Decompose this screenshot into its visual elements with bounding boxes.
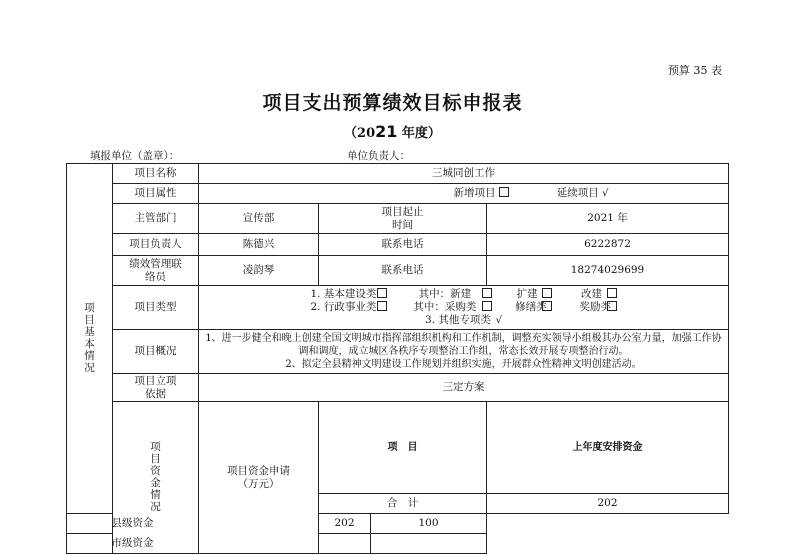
year-suffix: 年度） [397,126,441,141]
basis-value: 三定方案 [199,374,729,402]
declaration-table [66,163,729,554]
table-row [67,286,729,330]
project-type-options [199,286,729,330]
form-number: 预算 35 表 [668,64,722,77]
table-row [67,374,729,402]
project-name-value: 三城同创工作 [199,164,729,184]
liaison-name: 凌韵琴 [199,256,319,286]
fund-row-last: 202 [319,514,371,534]
fund-header-item: 项 目 [319,402,487,494]
type-rebuild: 改建 [581,288,603,300]
type-infrastructure: 1. 基本建设类 [310,288,377,300]
table-row [67,234,729,256]
type-new-build: 其中：新建 [418,288,472,300]
table-row [67,256,729,286]
table-row [67,184,729,204]
project-attr-label: 项目属性 [113,184,199,204]
fund-request-label: 项目资金申请（万元） [199,402,319,554]
type-other-special: 3. 其他专项类 [424,314,491,326]
table-row [67,534,729,554]
fund-row-name: 市级资金 [67,534,199,554]
leader-name: 陈德兴 [199,234,319,256]
project-period-label: 项目起止时间 [319,204,487,234]
checkbox-expansion[interactable] [542,288,552,298]
leader-phone: 6222872 [487,234,729,256]
dept-value: 宣传部 [199,204,319,234]
section-fund-info: 项目资金情况 [113,402,199,554]
checkbox-new-build[interactable] [482,288,492,298]
report-year [0,122,785,141]
leader-phone-label: 联系电话 [319,234,487,256]
fund-header-last-year: 上年度安排资金 [487,402,729,494]
type-administrative: 2. 行政事业类 [310,301,377,313]
fund-row-last [319,534,371,554]
continuing-project-tick[interactable]: √ [602,188,609,199]
basis-label: 项目立项依据 [113,374,199,402]
fund-row-name: 合 计 [319,494,487,514]
liaison-label: 绩效管理联络员 [113,256,199,286]
tick-other-special[interactable]: √ [495,315,503,326]
overview-paragraph-1: 1、进一步健全和晚上创建全国文明城市指挥部组织机构和工作机制，调整充实领导小组极其办公室力量，加强工作协调和调度，成立城区各秩序专项整治工作组，常态长效开展专项整治行动。 [205,333,722,357]
table-row [67,402,729,494]
checkbox-infrastructure[interactable] [377,288,387,298]
unit-head-label: 单位负责人： [347,150,410,162]
continuing-project-option: 延续项目 [556,187,599,199]
project-attr-options [199,184,729,204]
fund-row-this: 100 [371,514,487,534]
type-repair: 修缮类 [515,301,547,313]
liaison-phone: 18274029699 [487,256,729,286]
new-project-option: 新增项目 [453,187,496,199]
fund-row-last: 202 [487,494,729,514]
type-reward: 奖励类 [579,301,612,313]
checkbox-administrative[interactable] [377,301,387,311]
year-digits: 21 [375,122,398,141]
overview-label: 项目概况 [113,330,199,374]
project-type-label: 项目类型 [113,286,199,330]
checkbox-reward[interactable] [607,301,617,311]
liaison-phone-label: 联系电话 [319,256,487,286]
type-expansion: 扩建 [516,288,538,300]
fund-row-name: 县级资金 [67,514,199,534]
project-period-value: 2021 年 [487,204,729,234]
table-row [67,164,729,184]
table-row [67,330,729,374]
reporting-unit-label: 填报单位（盖章）： [90,150,180,162]
project-name-label: 项目名称 [113,164,199,184]
checkbox-procurement[interactable] [482,301,492,311]
dept-label: 主管部门 [113,204,199,234]
table-row [67,204,729,234]
overview-paragraph-2: 2、拟定全县精神文明建设工作规划并组织实施，开展群众性精神文明创建活动。 [285,359,642,370]
checkbox-repair[interactable] [542,301,552,311]
section-basic-info: 项目基本情况 [67,164,113,514]
new-project-checkbox[interactable] [499,187,509,197]
type-procurement: 其中：采购类 [413,301,477,313]
fund-row-this [371,534,487,554]
page-title: 项目支出预算绩效目标申报表 [262,92,523,114]
overview-text [199,330,729,374]
checkbox-rebuild[interactable] [607,288,617,298]
leader-label: 项目负责人 [113,234,199,256]
table-row [67,514,729,534]
year-prefix: （20 [344,126,376,141]
